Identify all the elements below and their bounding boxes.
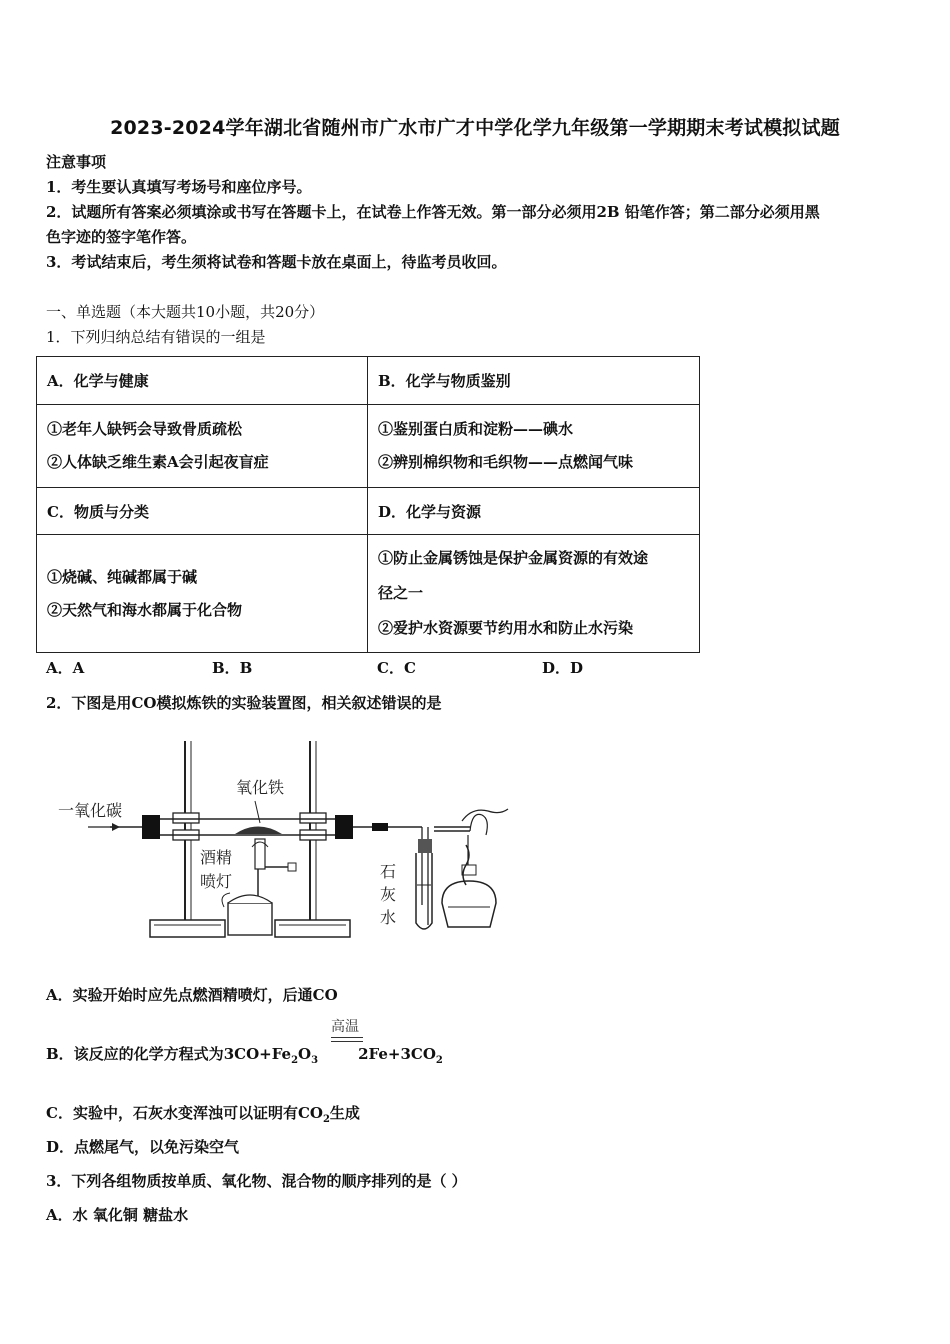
notice-item: 1．考生要认真填写考场号和座位序号。 [46,178,312,196]
cell-line: ①烧碱、纯碱都属于碱 [47,567,198,586]
question-1-table [36,356,700,653]
option-b: B．B [212,659,253,677]
product: 2Fe+3CO [358,1045,436,1063]
reactant-co: 3CO+Fe [223,1045,292,1063]
equals-sign-top [331,1037,363,1038]
label-lamp-line2: 喷灯 [200,872,233,891]
cell-line: ①鉴别蛋白质和淀粉——碘水 [378,420,574,438]
cell-b-head: B．化学与物质鉴别 [368,357,700,405]
page-title: 2023-2024学年湖北省随州市广水市广才中学化学九年级第一学期期末考试模拟试题 [110,117,840,139]
subscript: 2 [435,1055,443,1066]
reaction-condition: 高温 [331,1019,359,1035]
question-2-option-c [46,1102,360,1125]
option-c: C．C [377,659,416,677]
cell-c-head: C．物质与分类 [37,488,368,535]
label-limewater-3: 水 [380,908,397,927]
iron-stand-left-icon [150,741,225,937]
question-2-option-a: A．实验开始时应先点燃酒精喷灯，后通CO [46,986,338,1004]
option-a: A．A [46,659,85,677]
iron-oxide-powder-icon [235,827,282,835]
cell-d-body [368,535,700,653]
label-carbon-monoxide: 一氧化碳 [58,801,123,820]
cell-a-head: A．化学与健康 [37,357,368,405]
notice-item: 2．试题所有答案必须填涂或书写在答题卡上，在试卷上作答无效。第一部分必须用2B 铅笔作答；第二部分必须用黑 [46,203,820,221]
subscript: 3 [311,1055,319,1066]
notice-item: 色字迹的签字笔作答。 [46,228,197,246]
label-limewater-1: 石 [380,862,397,881]
question-2-stem: 2．下图是用CO模拟炼铁的实验装置图，相关叙述错误的是 [46,694,442,712]
cell-a-body [37,405,368,488]
question-2-option-d: D．点燃尾气，以免污染空气 [46,1138,240,1156]
label-limewater-2: 灰 [380,885,397,904]
question-1-stem: 1．下列归纳总结有错误的一组是 [46,328,266,346]
question-3-option-a: A．水 氧化铜 糖盐水 [46,1206,189,1224]
subscript: 2 [322,1114,330,1125]
cell-c-body [37,535,368,653]
option-b-prefix: B．该反应的化学方程式为 [46,1045,224,1063]
cell-line: ②辨别棉织物和毛织物——点燃闻气味 [378,453,634,471]
question-2-option-b [46,1043,443,1066]
option-d: D．D [542,659,584,677]
co-iron-apparatus-figure [50,735,520,945]
cell-line: ②人体缺乏维生素A会引起夜盲症 [47,453,269,471]
cell-d-head: D．化学与资源 [368,488,700,535]
cell-b-body [368,405,700,488]
cell-line: ②天然气和海水都属于化合物 [47,600,243,619]
equals-sign-bottom [331,1041,363,1042]
label-lamp-line1: 酒精 [200,848,233,867]
cell-line: ①防止金属锈蚀是保护金属资源的有效途 [378,549,649,567]
label-iron-oxide: 氧化铁 [236,778,285,797]
option-c-suffix: 生成 [329,1104,360,1122]
cell-line: ①老年人缺钙会导致骨质疏松 [47,420,243,438]
question-3-stem: 3．下列各组物质按单质、氧化物、混合物的顺序排列的是（ ） [46,1172,467,1190]
subscript: 2 [291,1055,299,1066]
reactant-o: O [298,1045,312,1063]
notice-item: 3．考试结束后，考生须将试卷和答题卡放在桌面上，待监考员收回。 [46,253,507,271]
section-heading: 一、单选题（本大题共10小题，共20分） [46,303,325,321]
cell-line: ②爱护水资源要节约用水和防止水污染 [378,619,634,637]
cell-line: 径之一 [378,584,424,602]
notice-heading: 注意事项 [46,153,107,171]
option-c-prefix: C．实验中，石灰水变浑浊可以证明有CO [46,1104,323,1122]
reaction-tube-icon [110,815,388,839]
